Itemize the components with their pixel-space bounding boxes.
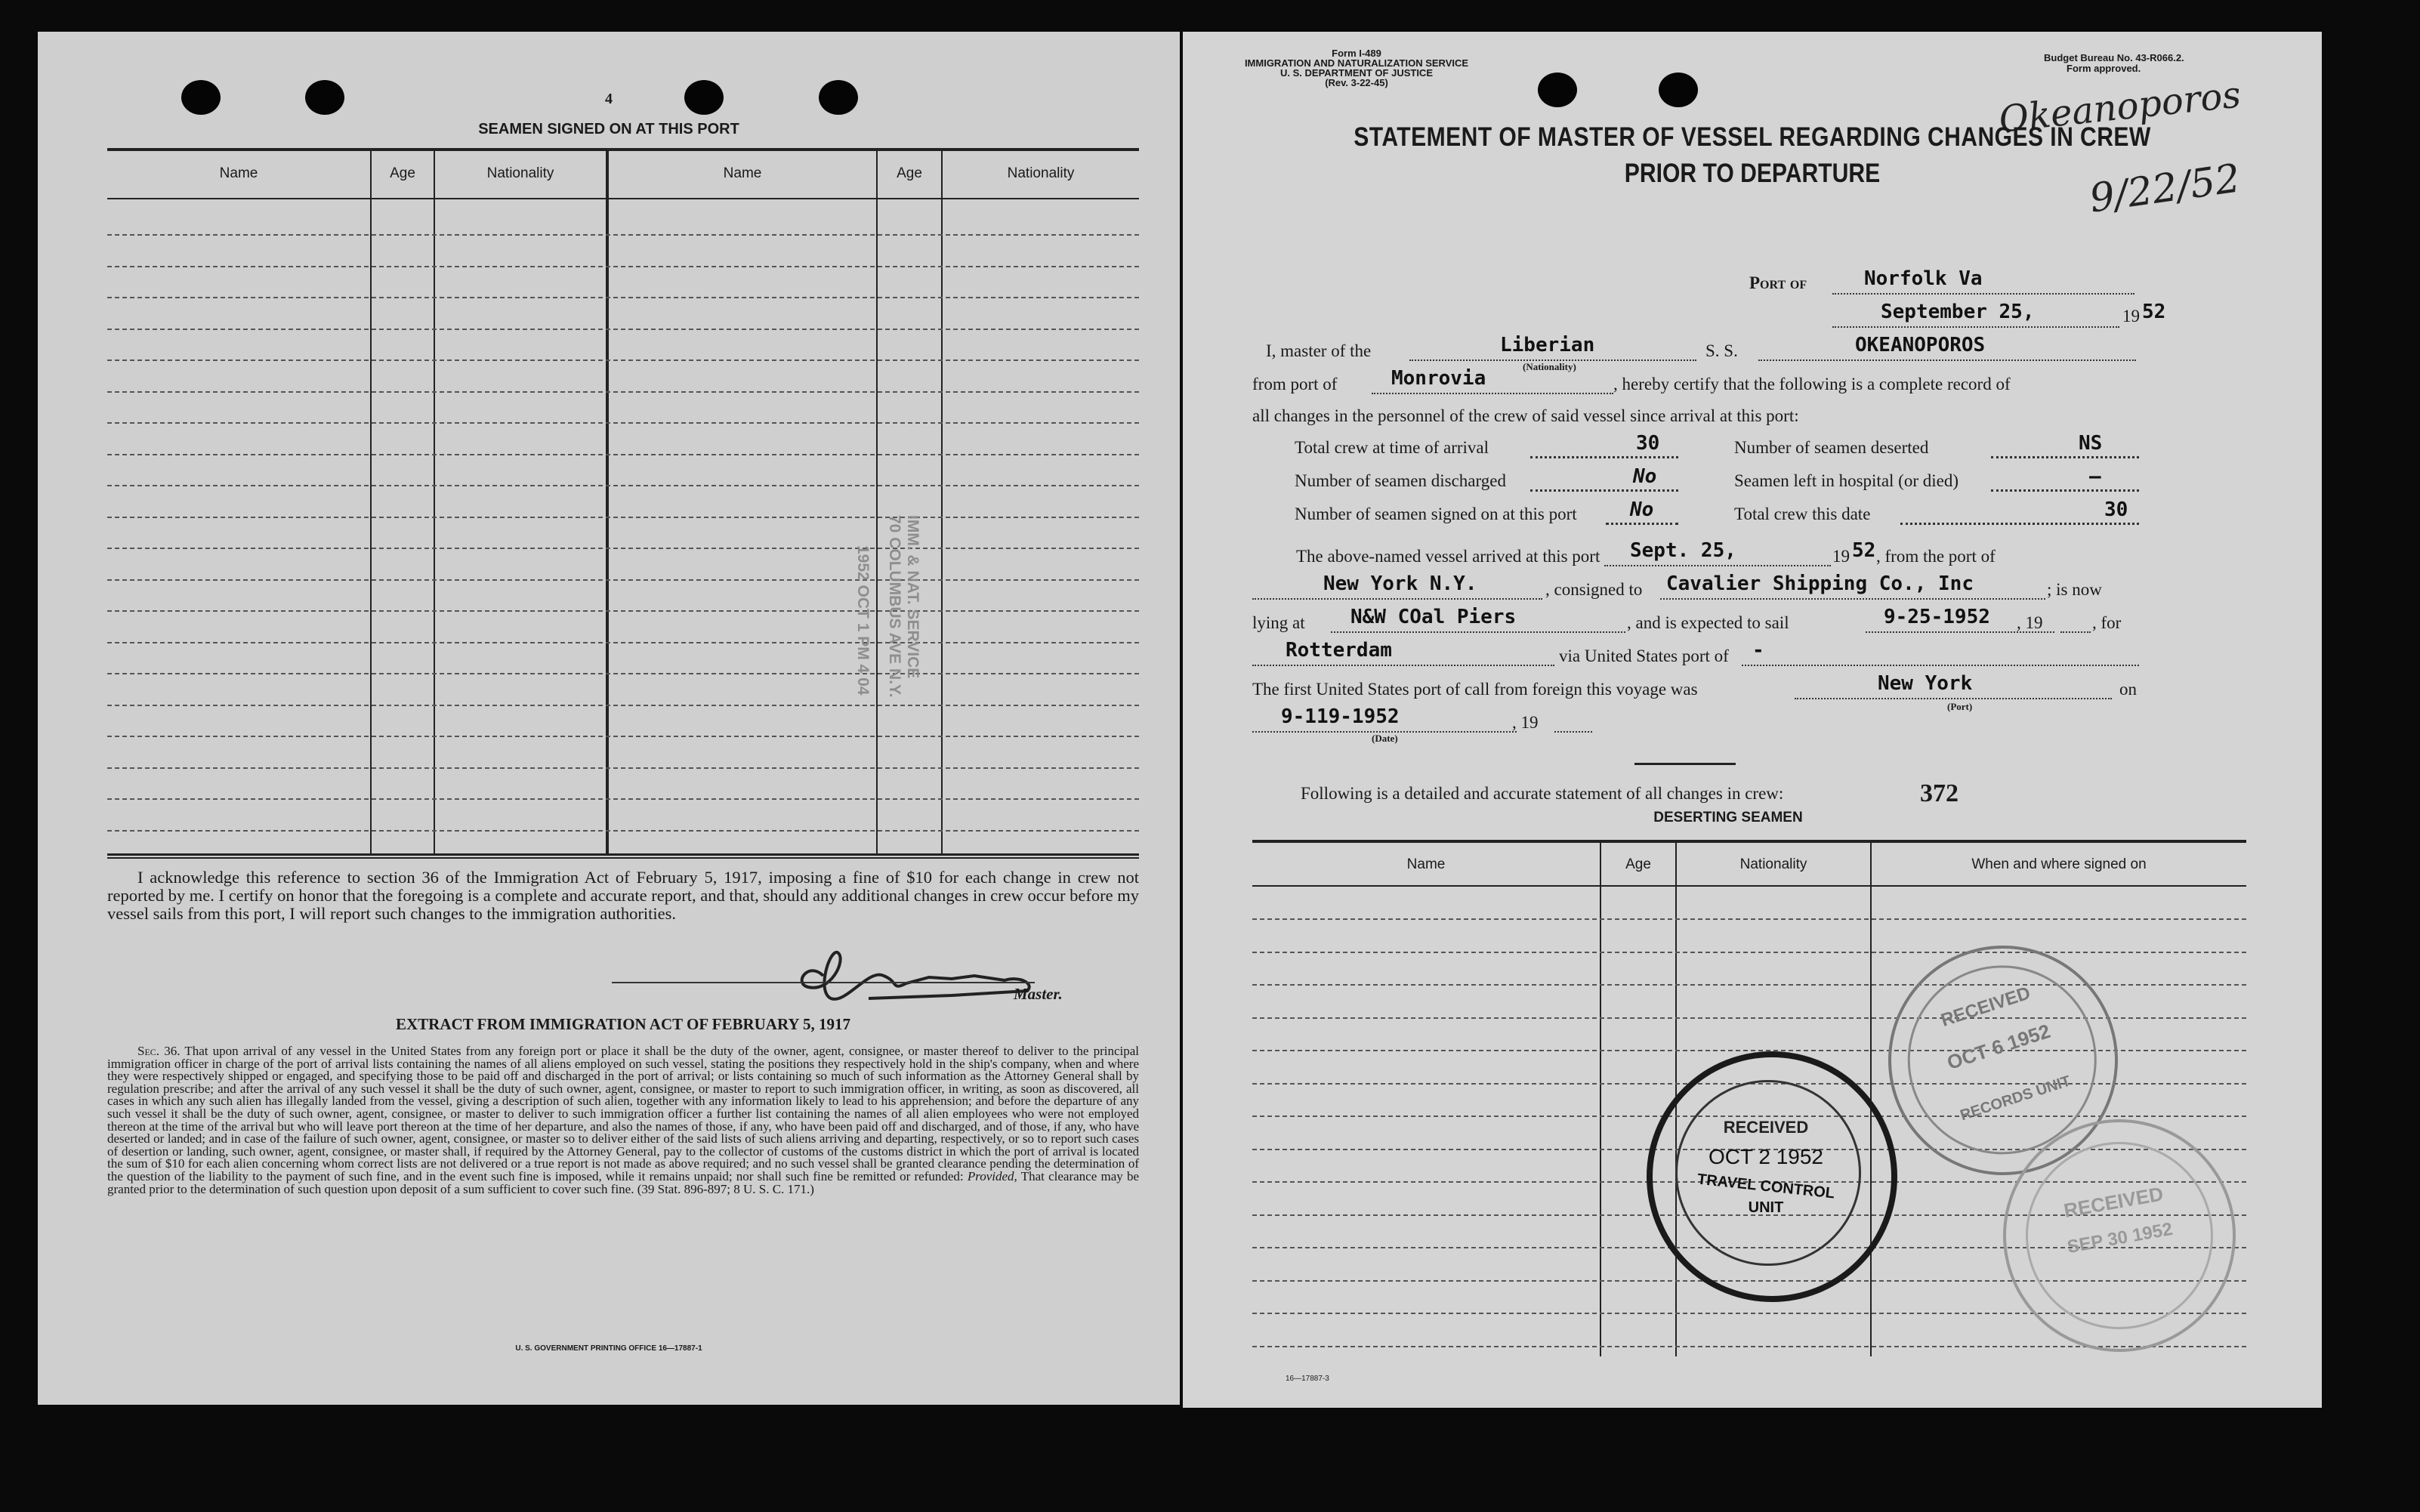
stamp-line: RECEIVED <box>1938 983 2033 1031</box>
stamp-line: TRAVEL CONTROL <box>1696 1171 1835 1202</box>
stamp-line: 1952 OCT 1 PM 4 04 <box>854 545 872 696</box>
ss-value: OKEANOPOROS <box>1855 334 1986 356</box>
consignee-value: Cavalier Shipping Co., Inc <box>1666 572 1974 595</box>
extract-title: EXTRACT FROM IMMIGRATION ACT OF FEBRUARY 5, 1917 <box>395 1015 851 1033</box>
on-label: on <box>2119 680 2137 699</box>
nationality-value: Liberian <box>1500 334 1595 356</box>
table-row-line <box>107 234 1139 236</box>
table-row-line <box>107 579 1139 581</box>
provided-label: Provided, <box>967 1168 1017 1183</box>
stat-label: Number of seamen deserted <box>1734 438 1929 457</box>
table-row-line <box>107 610 1139 612</box>
deserting-title: DESERTING SEAMEN <box>1653 810 1803 825</box>
stamp-line: RECEIVED <box>2062 1182 2165 1222</box>
from-the-port-text: , from the port of <box>1876 547 1996 566</box>
following-text: Following is a detailed and accurate statement of all changes in crew: <box>1301 784 1784 803</box>
stat-label: Number of seamen signed on at this port <box>1295 505 1577 523</box>
page-number: 4 <box>605 91 613 107</box>
ss-label: S. S. <box>1705 341 1738 360</box>
section-tail: That clearance may be granted prior to the determination of such question upon deposit of a sum sufficient to cover such fine. (39 Stat. 896-897; 8 U. S. C. 171.) <box>107 1168 1140 1196</box>
stat-value: No <box>1633 465 1657 488</box>
table-row-line <box>107 798 1139 800</box>
stat-value: — <box>2089 465 2101 488</box>
port-label: Port of <box>1749 273 1807 292</box>
punch-hole <box>1538 73 1577 107</box>
col-nationality-2: Nationality <box>1007 165 1075 181</box>
consigned-label: , consigned to <box>1545 580 1643 599</box>
arrived-text: The above-named vessel arrived at this port <box>1296 547 1600 566</box>
section-body: That upon arrival of any vessel in the United States from any foreign port or place it shall be the duty of the owner, agent, consignee, or master thereof to deliver to the principal immigration officer in charge of the port of arrival lists containing the names of all aliens employed on such vessel, stating the positions they respectively hold in the ship's company, when and where they were respectively shipped or engaged, and specifying those to be paid off and discharged in the port of arrival; or lists containing so much of such information as the Attorney General shall by regulation prescribe; and after the arrival of any such vessel it shall be the duty of such owner, agent, consignee, or master to report to such immigration officer, in writing, as soon as discovered, all cases in which any such alien has illegally landed from the vessel, giving a description of such alien, together with any information likely to lead to his apprehension; and before the departure of any such vessel it shall be the duty of such owner, agent, consignee, or master to deliver to such immigration officer a further list containing the names of all alien employees who were not employed thereon at the time of the arrival but who will leave port thereon at the time of her departure, and also the names of those, if any, who have been paid off and discharged, and of those, if any, who have deserted or landed; and in case of the failure of such owner, agent, consignee, or master so to deliver either of the said lists of such aliens arriving and departing, respectively, or so to report such cases of desertion or landing, such owner, agent, consignee, or master shall, if required by the Attorney General, pay to the collector of customs of the customs district in which the port of arrival is located the sum of $10 for each alien concerning whom correct lists are not delivered or a true report is not made as above required; and no such vessel shall be granted clearance pending the determination of the question of the liability to the payment of such fine, and in the event such fine is imposed, while it remains unpaid; nor shall such fine be remitted or refunded: <box>107 1044 1139 1183</box>
table-row-line <box>107 329 1139 330</box>
table-row-line <box>107 485 1139 486</box>
first-port-value: New York <box>1878 672 1973 695</box>
stat-value: 30 <box>1636 432 1660 455</box>
agency-1: IMMIGRATION AND NATURALIZATION SERVICE <box>1244 57 1469 69</box>
table-row-line <box>107 767 1139 769</box>
lying-at-label: lying at <box>1252 613 1305 632</box>
all-changes-text: all changes in the personnel of the crew of said vessel since arrival at this port: <box>1252 406 1799 425</box>
stamp-line: OCT 2 1952 <box>1708 1145 1824 1168</box>
table-row-line <box>107 266 1139 267</box>
port-value: Norfolk Va <box>1864 267 1983 290</box>
punch-hole <box>1659 73 1698 107</box>
table-row-line <box>107 297 1139 298</box>
signed-on-title: SEAMEN SIGNED ON AT THIS PORT <box>478 121 739 137</box>
handwritten-date: 9/22/52 <box>2086 156 2243 222</box>
date-value: September 25, <box>1881 301 2035 323</box>
col-name-2: Name <box>723 165 762 181</box>
stamp-line: RECORDS UNIT <box>1958 1072 2073 1125</box>
table-row-line <box>107 517 1139 518</box>
is-now-text: ; is now <box>2047 580 2102 599</box>
stat-value: NS <box>2079 432 2103 455</box>
table-row-line <box>1252 952 2246 953</box>
table-row-line <box>107 673 1139 674</box>
table-row-line <box>107 548 1139 549</box>
lying-value: N&W COal Piers <box>1350 606 1517 628</box>
stamp-line: IMM. & NAT. SERVICE <box>904 515 921 679</box>
table-row-line <box>107 736 1139 737</box>
first-port-label: The first United States port of call from foreign this voyage was <box>1252 680 1698 699</box>
master-signature <box>778 946 1141 1014</box>
form-title-2: PRIOR TO DEPARTURE <box>1624 159 1881 188</box>
from-port-value: Monrovia <box>1391 367 1486 390</box>
acknowledgement-text: I acknowledge this reference to section 36 of the Immigration Act of February 5, 1917, imposing a fine of $10 for each change in crew not reported by me. I certify on honor that the foregoing is a complete and accurate report, and that, should any additional changes in crew occur before my vessel sails from this port, I will report such changes to the immigration authorities. <box>107 868 1139 923</box>
stamp-line: 70 COLUMBUS AVE N.Y. <box>886 515 903 698</box>
table-row-line <box>107 359 1139 361</box>
stat-value: 30 <box>2104 498 2128 521</box>
port-caption: (Port) <box>1947 701 1973 712</box>
section-36-text <box>107 1045 1139 1196</box>
via-value: - <box>1752 639 1764 662</box>
stat-label: Seamen left in hospital (or died) <box>1734 471 1959 490</box>
col-age: Age <box>390 165 415 181</box>
table-row-line <box>107 705 1139 706</box>
form-header <box>1228 48 1485 88</box>
table-row-line <box>107 830 1139 832</box>
certify-text: , hereby certify that the following is a complete record of <box>1613 375 2011 393</box>
revision: (Rev. 3-22-45) <box>1325 77 1388 88</box>
table-row-line <box>107 391 1139 393</box>
col-age: Age <box>1625 856 1651 872</box>
service-stamp <box>853 515 921 698</box>
budget-1: Budget Bureau No. 43-R066.2. <box>2044 52 2184 63</box>
form-title-1: STATEMENT OF MASTER OF VESSEL REGARDING CHANGES IN CREW <box>1354 122 2151 152</box>
arrived-year: 52 <box>1852 539 1876 562</box>
via-label: via United States port of <box>1559 646 1729 665</box>
sail-year-prefix: , 19 <box>2017 613 2043 632</box>
col-age-2: Age <box>897 165 922 181</box>
master-label: Master. <box>1014 985 1063 1003</box>
right-page <box>1183 32 2322 1408</box>
stamp-line: RECEIVED <box>1723 1118 1809 1137</box>
form-number: Form I-489 <box>1332 48 1381 59</box>
budget-2: Form approved. <box>2067 63 2141 74</box>
stamp-line: OCT 6 1952 <box>1944 1019 2054 1075</box>
stamp-line: UNIT <box>1748 1199 1784 1216</box>
table-row-line <box>107 422 1139 424</box>
col-name: Name <box>219 165 258 181</box>
travel-control-stamp <box>1647 1051 1897 1302</box>
printer-line: U. S. GOVERNMENT PRINTING OFFICE 16—17887-1 <box>515 1344 702 1353</box>
col-nationality: Nationality <box>486 165 554 181</box>
date-caption: (Date) <box>1372 733 1398 744</box>
first-date-value: 9-119-1952 <box>1281 705 1400 728</box>
for-label: , for <box>2092 613 2122 632</box>
serial-number: 372 <box>1920 779 1959 807</box>
year-value: 52 <box>2142 301 2166 323</box>
from-port-label: from port of <box>1252 375 1338 393</box>
stamp-line: SEP 30 1952 <box>2065 1218 2175 1257</box>
col-nationality: Nationality <box>1739 856 1807 872</box>
agency-2: U. S. DEPARTMENT OF JUSTICE <box>1280 67 1433 79</box>
stat-label: Total crew at time of arrival <box>1295 438 1489 457</box>
destination-value: Rotterdam <box>1286 639 1392 662</box>
table-row-line <box>1252 918 2246 920</box>
first-year-prefix: , 19 <box>1512 713 1539 732</box>
left-page <box>38 32 1180 1405</box>
year-prefix: 19 <box>2122 307 2140 326</box>
budget-header <box>2044 53 2184 74</box>
arrived-year-prefix: 19 <box>1832 547 1850 566</box>
stat-label: Total crew this date <box>1734 505 1871 523</box>
table-row-line <box>107 642 1139 643</box>
sec-label: Sec. 36. <box>137 1044 181 1058</box>
master-of-label: I, master of the <box>1266 341 1372 360</box>
sail-value: 9-25-1952 <box>1884 606 1990 628</box>
col-signed-on: When and where signed on <box>1971 856 2147 872</box>
arrived-value: Sept. 25, <box>1630 539 1736 562</box>
stat-label: Number of seamen discharged <box>1295 471 1506 490</box>
table-row-line <box>107 454 1139 455</box>
stat-value: No <box>1630 498 1654 521</box>
origin-value: New York N.Y. <box>1323 572 1477 595</box>
col-name: Name <box>1406 856 1446 872</box>
nationality-caption: (Nationality) <box>1523 361 1576 372</box>
footer-code: 16—17887-3 <box>1286 1375 1329 1383</box>
expected-label: , and is expected to sail <box>1627 613 1789 632</box>
table-row-line <box>1252 984 2246 986</box>
handwritten-vessel-name: Okeanoporos <box>1996 73 2243 141</box>
